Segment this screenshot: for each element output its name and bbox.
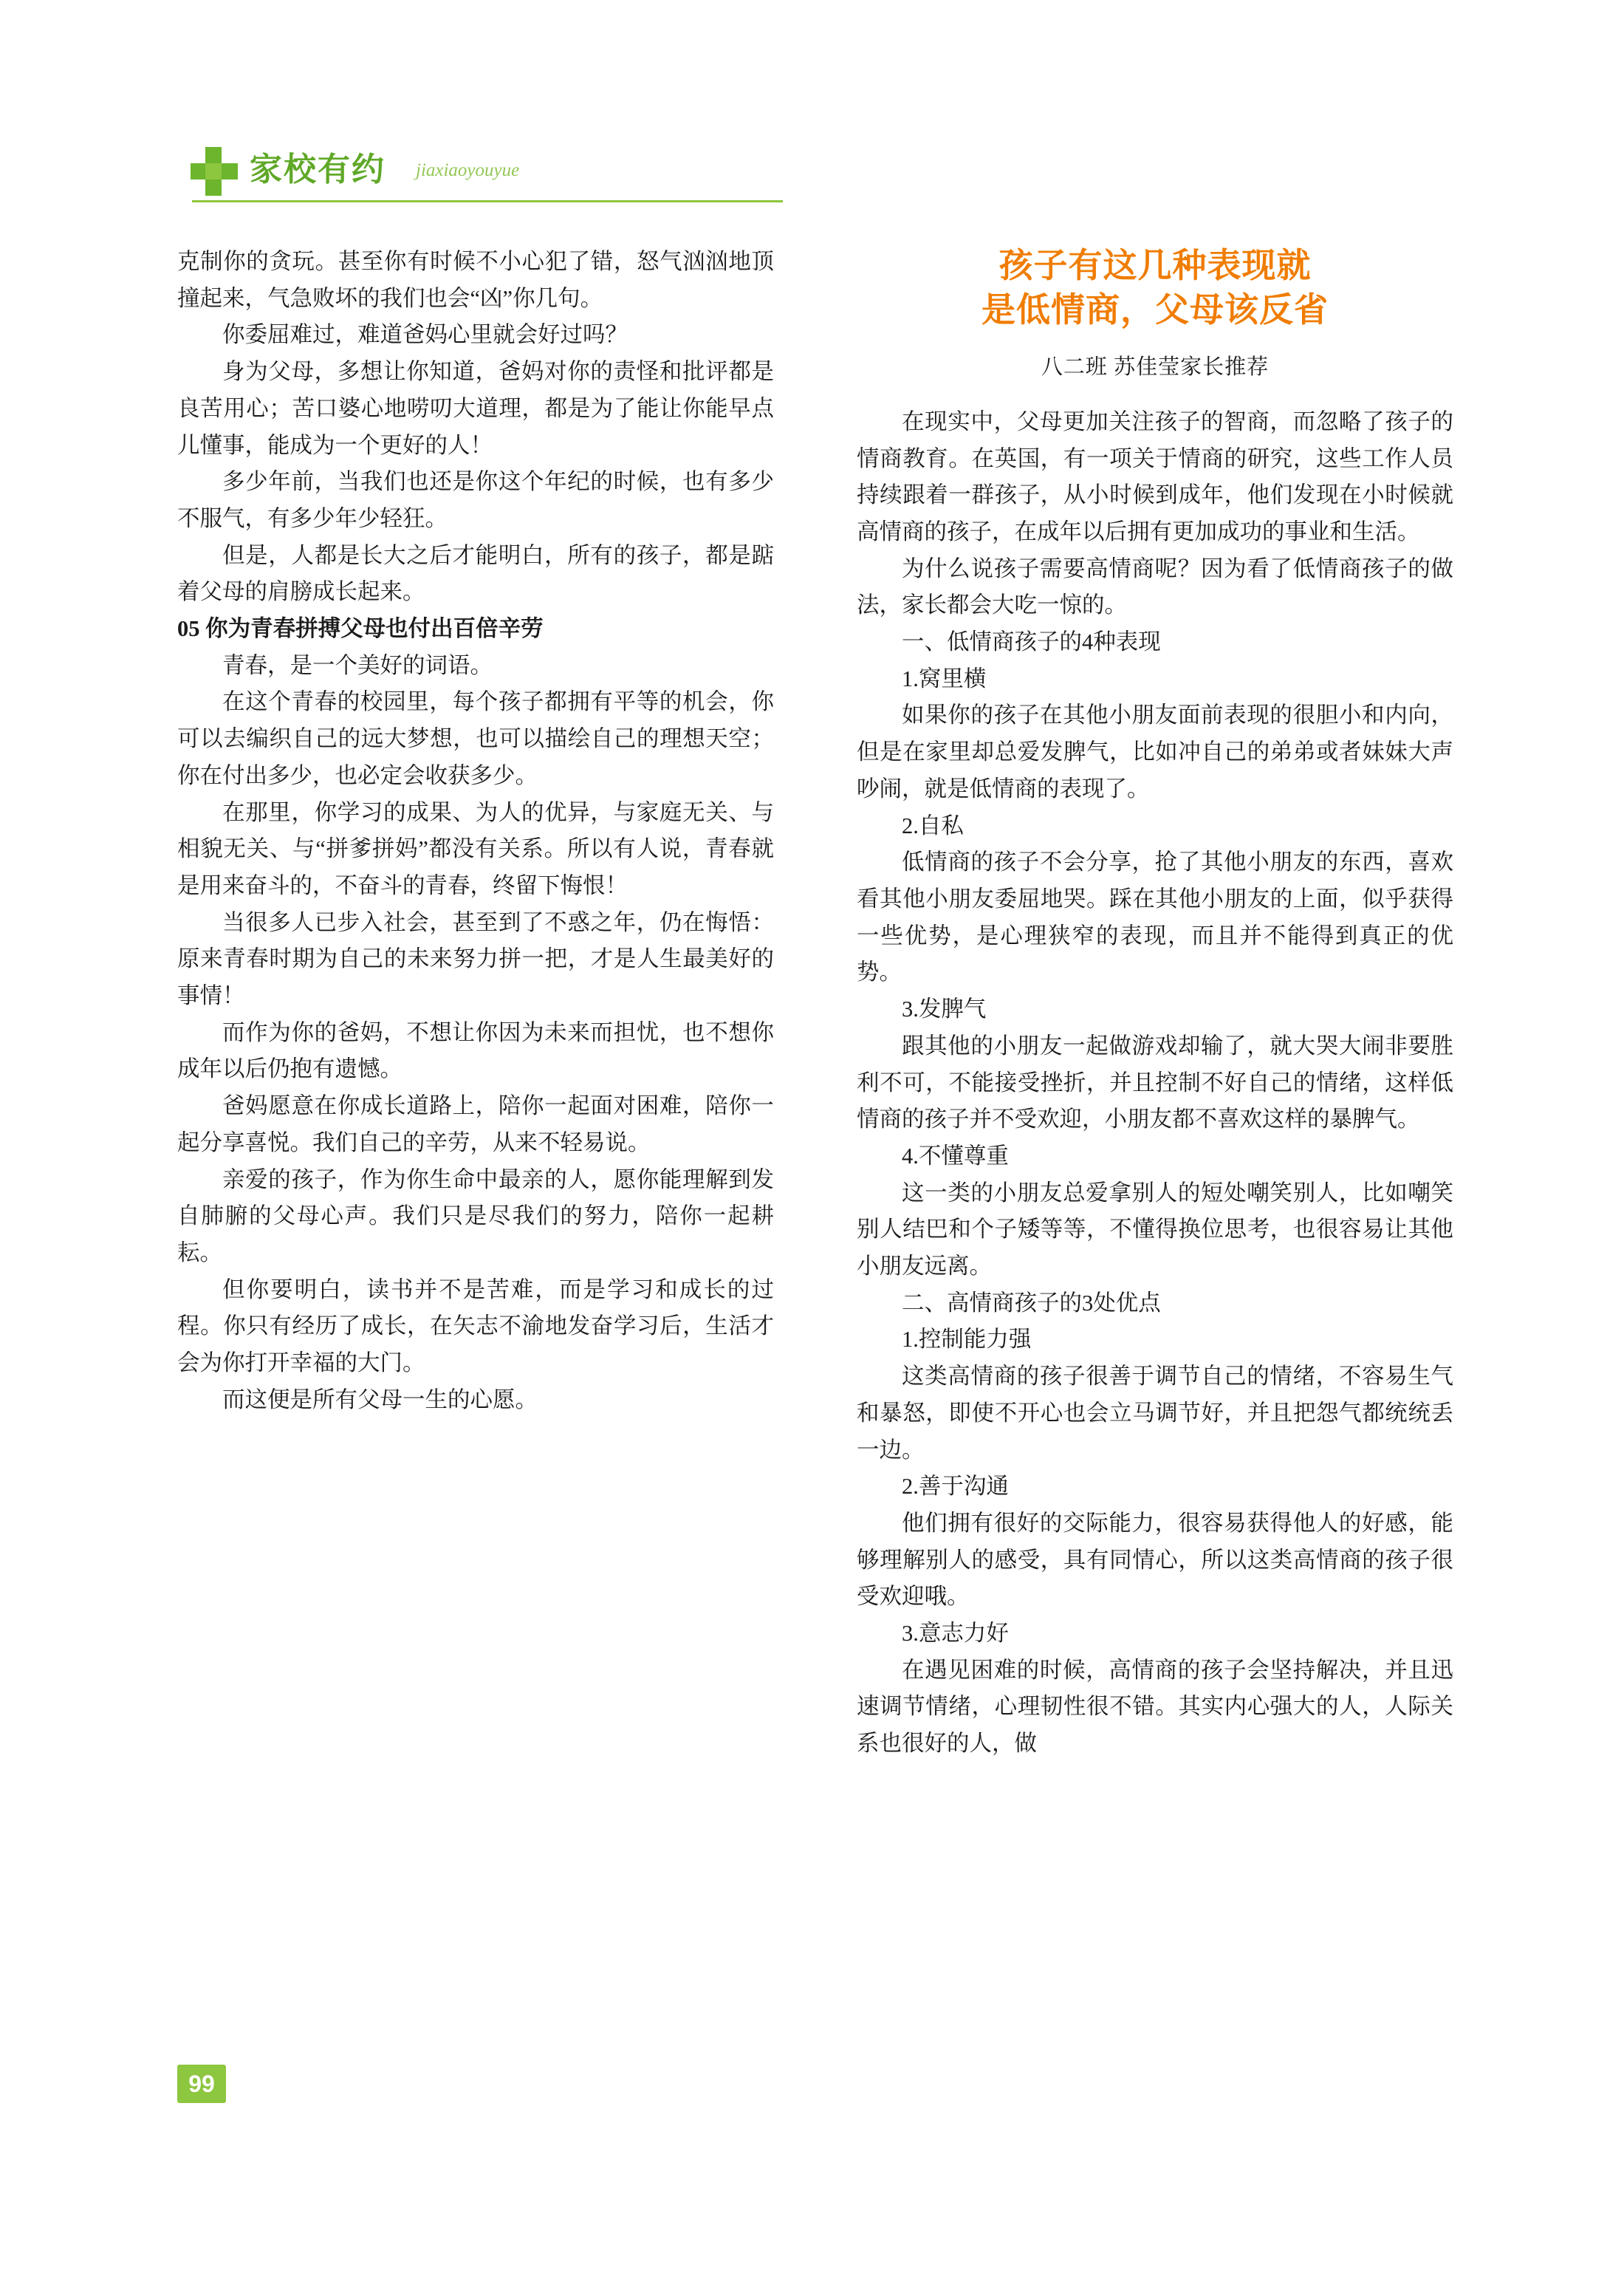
paragraph: 跟其他的小朋友一起做游戏却输了，就大哭大闹非要胜利不可，不能接受挫折，并且控制不好自己的情绪，这样低情商的孩子并不受欢迎，小朋友都不喜欢这样的暴脾气。	[857, 1033, 1453, 1132]
paragraph: 4.不懂尊重	[902, 1143, 1009, 1169]
paragraph: 在那里，你学习的成果、为人的优异，与家庭无关、与相貌无关、与“拼爹拼妈”都没有关系。所以有人说，青春就是用来奋斗的，不奋斗的青春，终留下悔恨！	[177, 799, 774, 898]
paragraph: 3.发脾气	[902, 996, 987, 1022]
article-title	[857, 244, 1453, 332]
paragraph: 在现实中，父母更加关注孩子的智商，而忽略了孩子的情商教育。在英国，有一项关于情商的研究，这些工作人员持续跟着一群孩子，从小时候到成年，他们发现在小时候就高情商的孩子，在成年以后拥有更加成功的事业和生活。	[857, 408, 1453, 544]
paragraph: 爸妈愿意在你成长道路上，陪你一起面对困难，陪你一起分享喜悦。我们自己的辛劳，从来不轻易说。	[177, 1093, 774, 1155]
paragraph: 如果你的孩子在其他小朋友面前表现的很胆小和内向，但是在家里却总爱发脾气，比如冲自己的弟弟或者妹妹大声吵闹，就是低情商的表现了。	[857, 702, 1453, 801]
article-title-line-2: 是低情商，父母该反省	[981, 290, 1329, 329]
section-title: 家校有约	[250, 151, 386, 188]
paragraph: 低情商的孩子不会分享，抢了其他小朋友的东西，喜欢看其他小朋友委屈地哭。踩在其他小朋友的上面，似乎获得一些优势，是心理狭窄的表现，而且并不能得到真正的优势。	[857, 849, 1453, 985]
paragraph: 2.自私	[902, 813, 964, 838]
paragraph: 多少年前，当我们也还是你这个年纪的时候，也有多少不服气，有多少年少轻狂。	[177, 469, 774, 531]
paragraph: 这一类的小朋友总爱拿别人的短处嘲笑别人，比如嘲笑别人结巴和个子矮等等，不懂得换位思考，也很容易让其他小朋友远离。	[857, 1180, 1453, 1279]
page-number-badge: 99	[177, 2065, 226, 2103]
paragraph: 但你要明白，读书并不是苦难，而是学习和成长的过程。你只有经历了成长，在矢志不渝地发奋学习后，生活才会为你打开幸福的大门。	[177, 1276, 774, 1376]
header-divider	[192, 200, 783, 202]
paragraph: 2.善于沟通	[902, 1474, 1009, 1500]
paragraph: 而这便是所有父母一生的心愿。	[222, 1387, 538, 1412]
subheading: 05 你为青春拼搏父母也付出百倍辛劳	[177, 616, 544, 642]
paragraph: 为什么说孩子需要高情商呢？因为看了低情商孩子的做法，家长都会大吃一惊的。	[857, 555, 1453, 618]
paragraph: 二、高情商孩子的3处优点	[902, 1290, 1161, 1316]
paragraph: 在遇见困难的时候，高情商的孩子会坚持解决，并且迅速调节情绪，心理韧性很不错。其实内心强大的人，人际关系也很好的人，做	[857, 1657, 1453, 1757]
paragraph: 你委屈难过，难道爸妈心里就会好过吗？	[222, 322, 628, 348]
paragraph: 当很多人已步入社会，甚至到了不惑之年，仍在悔悟：原来青春时期为自己的未来努力拼一把，才是人生最美好的事情！	[177, 909, 774, 1009]
paragraph: 这类高情商的孩子很善于调节自己的情绪，不容易生气和暴怒，即使不开心也会立马调节好，并且把怨气都统统丢一边。	[857, 1364, 1453, 1463]
four-square-cross-icon	[191, 147, 236, 193]
section-title-pinyin: jiaxiaoyouyue	[416, 160, 520, 180]
right-text-column	[857, 244, 1453, 1763]
paragraph: 青春，是一个美好的词语。	[222, 652, 493, 678]
article-title-line-1: 孩子有这几种表现就	[998, 246, 1312, 284]
paragraph: 亲爱的孩子，作为你生命中最亲的人，愿你能理解到发自肺腑的父母心声。我们只是尽我们的努力，陪你一起耕耘。	[177, 1166, 774, 1265]
article-byline: 八二班 苏佳莹家长推荐	[1041, 355, 1270, 379]
page-header	[191, 137, 811, 203]
paragraph: 身为父母，多想让你知道，爸妈对你的责怪和批评都是良苦用心；苦口婆心地唠叨大道理，都是为了能让你能早点儿懂事，能成为一个更好的人！	[177, 359, 774, 458]
paragraph: 一、低情商孩子的4种表现	[902, 629, 1161, 655]
paragraph: 1.控制能力强	[902, 1327, 1032, 1353]
paragraph: 他们拥有很好的交际能力，很容易获得他人的好感，能够理解别人的感受，具有同情心，所以这类高情商的孩子很受欢迎哦。	[857, 1510, 1453, 1610]
left-text-column	[177, 244, 774, 1419]
paragraph: 而作为你的爸妈，不想让你因为未来而担忧，也不想你成年以后仍抱有遗憾。	[177, 1019, 774, 1082]
paragraph: 在这个青春的校园里，每个孩子都拥有平等的机会，你可以去编织自己的远大梦想，也可以描绘自己的理想天空；你在付出多少，也必定会收获多少。	[177, 689, 774, 788]
paragraph: 1.窝里横	[902, 666, 987, 691]
paragraph: 克制你的贪玩。甚至你有时候不小心犯了错，怒气汹汹地顶撞起来，气急败坏的我们也会“凶”你几句。	[177, 249, 774, 311]
paragraph: 但是，人都是长大之后才能明白，所有的孩子，都是踮着父母的肩膀成长起来。	[177, 542, 774, 605]
paragraph: 3.意志力好	[902, 1621, 1009, 1647]
